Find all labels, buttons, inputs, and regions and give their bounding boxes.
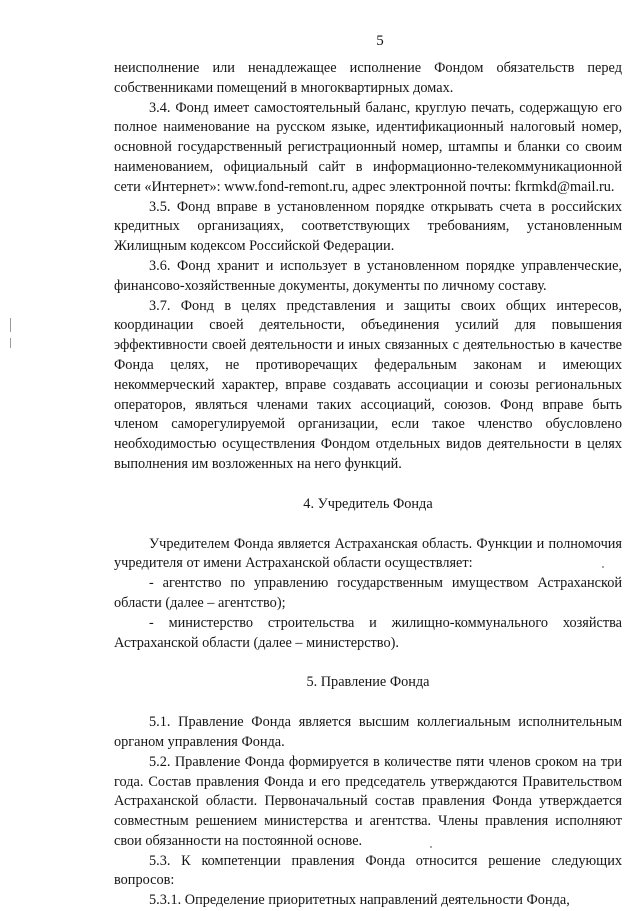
section-5-heading: 5. Правление Фонда bbox=[306, 674, 430, 691]
page-number: 5 bbox=[376, 33, 384, 49]
paragraph-3-6: 3.6. Фонд хранит и использует в установленном порядке управленческие, финансово-хозяйственные документы, документы по личному составу. bbox=[114, 257, 622, 294]
paragraph-5-1: 5.1. Правление Фонда является высшим коллегиальным исполнительным органом управления Фонда. bbox=[114, 714, 622, 750]
section-4-item-agency: - агентство по управлению государственным имуществом Астраханской области (далее – агентство); bbox=[114, 575, 622, 611]
section-4-item-ministry: - министерство строительства и жилищно-коммунального хозяйства Астраханской области (далее – министерство). bbox=[114, 614, 622, 651]
paragraph-continuation: неисполнение или ненадлежащее исполнение Фондом обязательств перед собственниками помещений в многоквартирных домах. bbox=[114, 60, 622, 96]
paragraph-3-4: 3.4. Фонд имеет самостоятельный баланс, круглую печать, содержащую его полное наименование на русском языке, идентификационный налоговый номер, основной государственный регистрационный номер, штампы и бланки со своим наименованием, официальный сайт в информационно-телекоммуникационной сети «Интернет»: www.fond-remont.ru, адрес электронной почты: fkrmkd@mail.ru. bbox=[114, 99, 622, 195]
document-page bbox=[114, 33, 622, 911]
section-4-intro: Учредителем Фонда является Астраханская область. Функции и полномочия учредителя от имени Астраханской области осуществляет: bbox=[114, 535, 622, 572]
paragraph-5-2: 5.2. Правление Фонда формируется в количестве пяти членов сроком на три года. Состав правления Фонда и его председатель утверждаются Правительством Астраханской области. Первоначальный состав правления Фонда утверждается совместным решением министерства и агентства. Члены правления исполняют свои обязанности на постоянной основе. bbox=[114, 753, 622, 849]
paragraph-3-5: 3.5. Фонд вправе в установленном порядке открывать счета в российских кредитных организациях, соответствующих требованиям, установленным Жилищным кодексом Российской Федерации. bbox=[114, 198, 622, 255]
section-4-heading: 4. Учредитель Фонда bbox=[303, 495, 433, 512]
paragraph-5-3-1: 5.3.1. Определение приоритетных направлений деятельности Фонда, bbox=[149, 892, 570, 909]
scan-margin-mark bbox=[10, 318, 11, 332]
paragraph-3-7: 3.7. Фонд в целях представления и защиты своих общих интересов, координации своей деятельности, объединения усилий для повышения эффективности своей деятельности и иных связанных с деятельностью в качестве Фонда целях, не противоречащих федеральным законам и имеющих некоммерческий характер, вправе создавать ассоциации и союзы региональных операторов, являться членами таких ассоциаций, союзов. Фонд вправе быть членом саморегулируемой организации, если такое членство обусловлено необходимостью осуществления Фондом отдельных видов деятельности в целях выполнения им возложенных на него функций. bbox=[114, 297, 622, 472]
scan-margin-mark bbox=[10, 338, 11, 348]
paragraph-5-3: 5.3. К компетенции правления Фонда относится решение следующих вопросов: bbox=[114, 852, 622, 889]
